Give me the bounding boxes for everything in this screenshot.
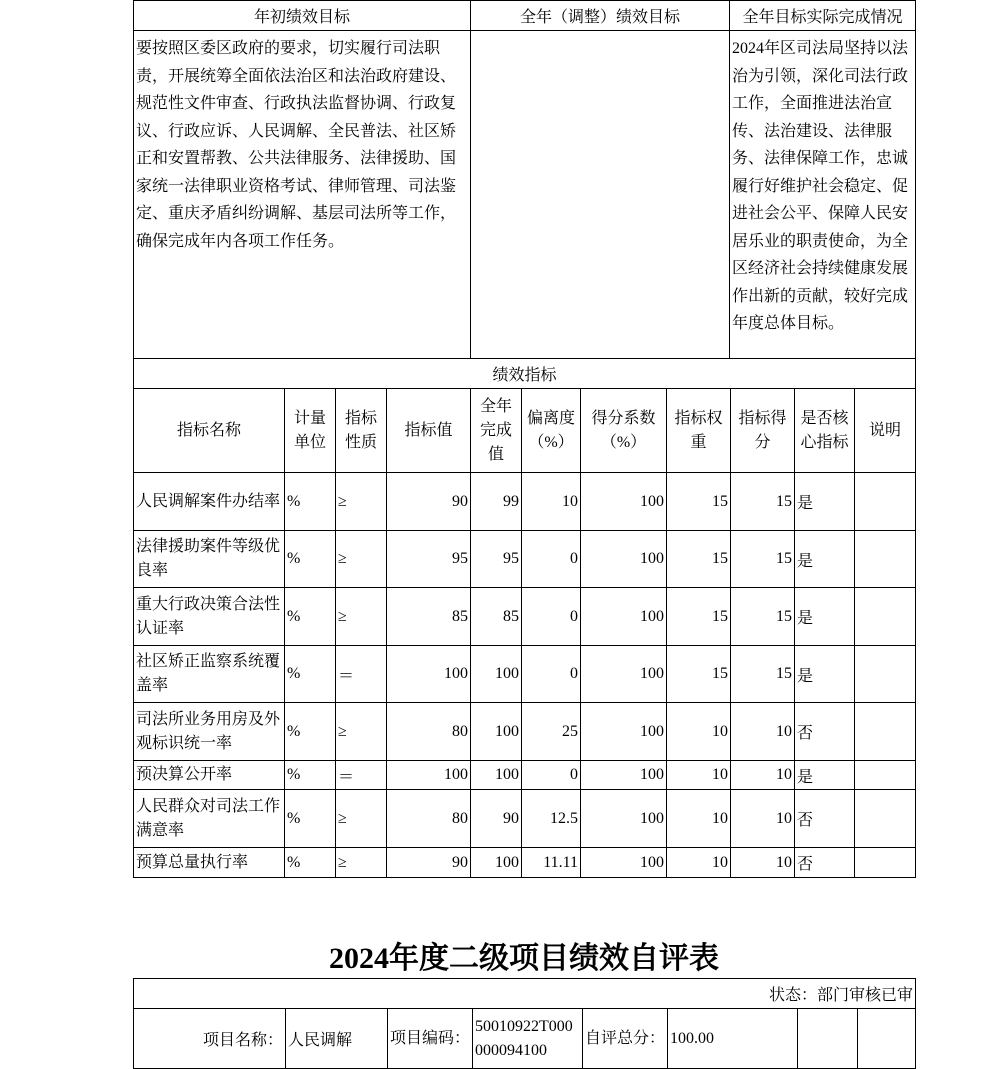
metrics-cell: 100 <box>387 761 471 790</box>
empty-cell <box>858 1009 916 1069</box>
score-label: 自评总分： <box>583 1009 668 1069</box>
metrics-cell: 100 <box>581 588 667 646</box>
metrics-cell: 10 <box>667 761 731 790</box>
metrics-header-cell: 计量单位 <box>285 389 336 473</box>
metrics-cell: 80 <box>387 790 471 848</box>
project-code-value: 50010922T000000094100 <box>473 1009 583 1069</box>
metrics-section-title: 绩效指标 <box>134 359 916 389</box>
metrics-cell: 0 <box>522 531 581 588</box>
metrics-cell: 100 <box>471 848 522 878</box>
metrics-cell: % <box>285 761 336 790</box>
metrics-header-cell: 指标性质 <box>336 389 387 473</box>
metrics-cell: 10 <box>667 790 731 848</box>
project-name-label: 项目名称： <box>134 1009 286 1069</box>
metrics-cell: 重大行政决策合法性认证率 <box>134 588 285 646</box>
metrics-row <box>134 588 916 646</box>
metrics-cell: 法律援助案件等级优良率 <box>134 531 285 588</box>
metrics-cell: 80 <box>387 703 471 761</box>
metrics-cell: ≥ <box>336 848 387 878</box>
metrics-cell: 100 <box>581 848 667 878</box>
metrics-cell: 15 <box>667 646 731 703</box>
metrics-cell: 是 <box>795 646 855 703</box>
metrics-cell: 99 <box>471 473 522 531</box>
metrics-cell: ≥ <box>336 790 387 848</box>
metrics-header-cell: 指标名称 <box>134 389 285 473</box>
metrics-cell <box>855 646 916 703</box>
metrics-row <box>134 848 916 878</box>
metrics-cell <box>855 588 916 646</box>
metrics-cell: 85 <box>471 588 522 646</box>
metrics-cell: 人民调解案件办结率 <box>134 473 285 531</box>
metrics-cell: 是 <box>795 761 855 790</box>
metrics-cell: 15 <box>731 646 795 703</box>
metrics-cell <box>855 848 916 878</box>
metrics-row <box>134 646 916 703</box>
metrics-cell: % <box>285 790 336 848</box>
metrics-cell <box>855 761 916 790</box>
metrics-cell: % <box>285 848 336 878</box>
metrics-cell: 10 <box>731 848 795 878</box>
empty-cell <box>798 1009 858 1069</box>
metrics-cell: 100 <box>471 646 522 703</box>
status-text: 状态：部门审核已审 <box>134 979 916 1009</box>
metrics-cell: % <box>285 703 336 761</box>
metrics-row <box>134 531 916 588</box>
metrics-cell: 10 <box>522 473 581 531</box>
metrics-cell: 90 <box>387 473 471 531</box>
metrics-cell: % <box>285 473 336 531</box>
metrics-cell: ≥ <box>336 531 387 588</box>
metrics-cell: 司法所业务用房及外观标识统一率 <box>134 703 285 761</box>
project-name-value: 人民调解 <box>286 1009 388 1069</box>
metrics-cell: 100 <box>387 646 471 703</box>
metrics-cell <box>855 703 916 761</box>
goals-table <box>133 0 916 359</box>
metrics-cell: ＝ <box>336 761 387 790</box>
metrics-cell: 95 <box>471 531 522 588</box>
metrics-cell: ≥ <box>336 588 387 646</box>
metrics-cell: 100 <box>581 473 667 531</box>
header-initial-goal: 年初绩效目标 <box>134 1 471 31</box>
metrics-cell: 否 <box>795 790 855 848</box>
metrics-cell: 15 <box>667 531 731 588</box>
metrics-cell: 85 <box>387 588 471 646</box>
initial-goal-text: 要按照区委区政府的要求，切实履行司法职责，开展统筹全面依法治区和法治政府建设、规范性文件审查、行政执法监督协调、行政复议、行政应诉、人民调解、全民普法、社区矫正和安置帮教、公共法律服务、法律援助、国家统一法律职业资格考试、律师管理、司法鉴定、重庆矛盾纠纷调解、基层司法所等工作，确保完成年内各项工作任务。 <box>134 31 471 359</box>
metrics-cell: 10 <box>731 790 795 848</box>
metrics-cell: ≥ <box>336 703 387 761</box>
metrics-cell: 10 <box>731 703 795 761</box>
metrics-row <box>134 703 916 761</box>
metrics-cell: 100 <box>581 646 667 703</box>
metrics-cell: 100 <box>581 761 667 790</box>
metrics-header-cell: 偏离度（%） <box>522 389 581 473</box>
metrics-header-cell: 说明 <box>855 389 916 473</box>
metrics-cell: 是 <box>795 531 855 588</box>
metrics-cell: 人民群众对司法工作满意率 <box>134 790 285 848</box>
metrics-header-cell: 指标权重 <box>667 389 731 473</box>
metrics-cell: 否 <box>795 848 855 878</box>
metrics-header-cell: 是否核心指标 <box>795 389 855 473</box>
metrics-cell: 95 <box>387 531 471 588</box>
metrics-cell: 100 <box>581 531 667 588</box>
metrics-cell: 90 <box>471 790 522 848</box>
metrics-cell: 15 <box>731 588 795 646</box>
metrics-row <box>134 761 916 790</box>
metrics-cell: 预决算公开率 <box>134 761 285 790</box>
form-title: 2024年度二级项目绩效自评表 <box>329 942 719 975</box>
metrics-cell: 10 <box>667 848 731 878</box>
header-actual-completion: 全年目标实际完成情况 <box>730 1 916 31</box>
metrics-cell <box>855 790 916 848</box>
metrics-cell: 0 <box>522 588 581 646</box>
metrics-cell: % <box>285 646 336 703</box>
metrics-cell: 12.5 <box>522 790 581 848</box>
metrics-table <box>133 358 916 878</box>
metrics-cell: 15 <box>731 473 795 531</box>
project-table <box>133 978 916 1069</box>
metrics-cell: 90 <box>387 848 471 878</box>
metrics-cell: 是 <box>795 588 855 646</box>
metrics-header-cell: 全年完成值 <box>471 389 522 473</box>
metrics-cell: 100 <box>471 703 522 761</box>
header-adjusted-goal: 全年（调整）绩效目标 <box>471 1 730 31</box>
metrics-cell: 10 <box>731 761 795 790</box>
metrics-cell: 11.11 <box>522 848 581 878</box>
metrics-cell: 10 <box>667 703 731 761</box>
metrics-row <box>134 790 916 848</box>
metrics-cell: 0 <box>522 761 581 790</box>
metrics-cell: 否 <box>795 703 855 761</box>
metrics-header-cell: 指标值 <box>387 389 471 473</box>
metrics-cell: % <box>285 531 336 588</box>
project-code-label: 项目编码： <box>388 1009 473 1069</box>
metrics-cell <box>855 531 916 588</box>
metrics-cell: 25 <box>522 703 581 761</box>
metrics-cell: 15 <box>667 473 731 531</box>
metrics-cell: 15 <box>667 588 731 646</box>
metrics-cell: 15 <box>731 531 795 588</box>
metrics-header-cell: 指标得分 <box>731 389 795 473</box>
metrics-header-cell: 得分系数（%） <box>581 389 667 473</box>
metrics-cell <box>855 473 916 531</box>
metrics-row <box>134 473 916 531</box>
metrics-cell: 100 <box>471 761 522 790</box>
actual-completion-text: 2024年区司法局坚持以法治为引领，深化司法行政工作，全面推进法治宣传、法治建设、法律服务、法律保障工作，忠诚履行好维护社会稳定、促进社会公平、保障人民安居乐业的职责使命，为全区经济社会持续健康发展作出新的贡献，较好完成年度总体目标。 <box>730 31 916 359</box>
metrics-cell: 0 <box>522 646 581 703</box>
score-value: 100.00 <box>668 1009 798 1069</box>
metrics-cell: 预算总量执行率 <box>134 848 285 878</box>
metrics-cell: 100 <box>581 703 667 761</box>
metrics-cell: 是 <box>795 473 855 531</box>
metrics-cell: ＝ <box>336 646 387 703</box>
metrics-cell: % <box>285 588 336 646</box>
metrics-cell: 社区矫正监察系统覆盖率 <box>134 646 285 703</box>
metrics-cell: 100 <box>581 790 667 848</box>
metrics-cell: ≥ <box>336 473 387 531</box>
adjusted-goal-text <box>471 31 730 359</box>
